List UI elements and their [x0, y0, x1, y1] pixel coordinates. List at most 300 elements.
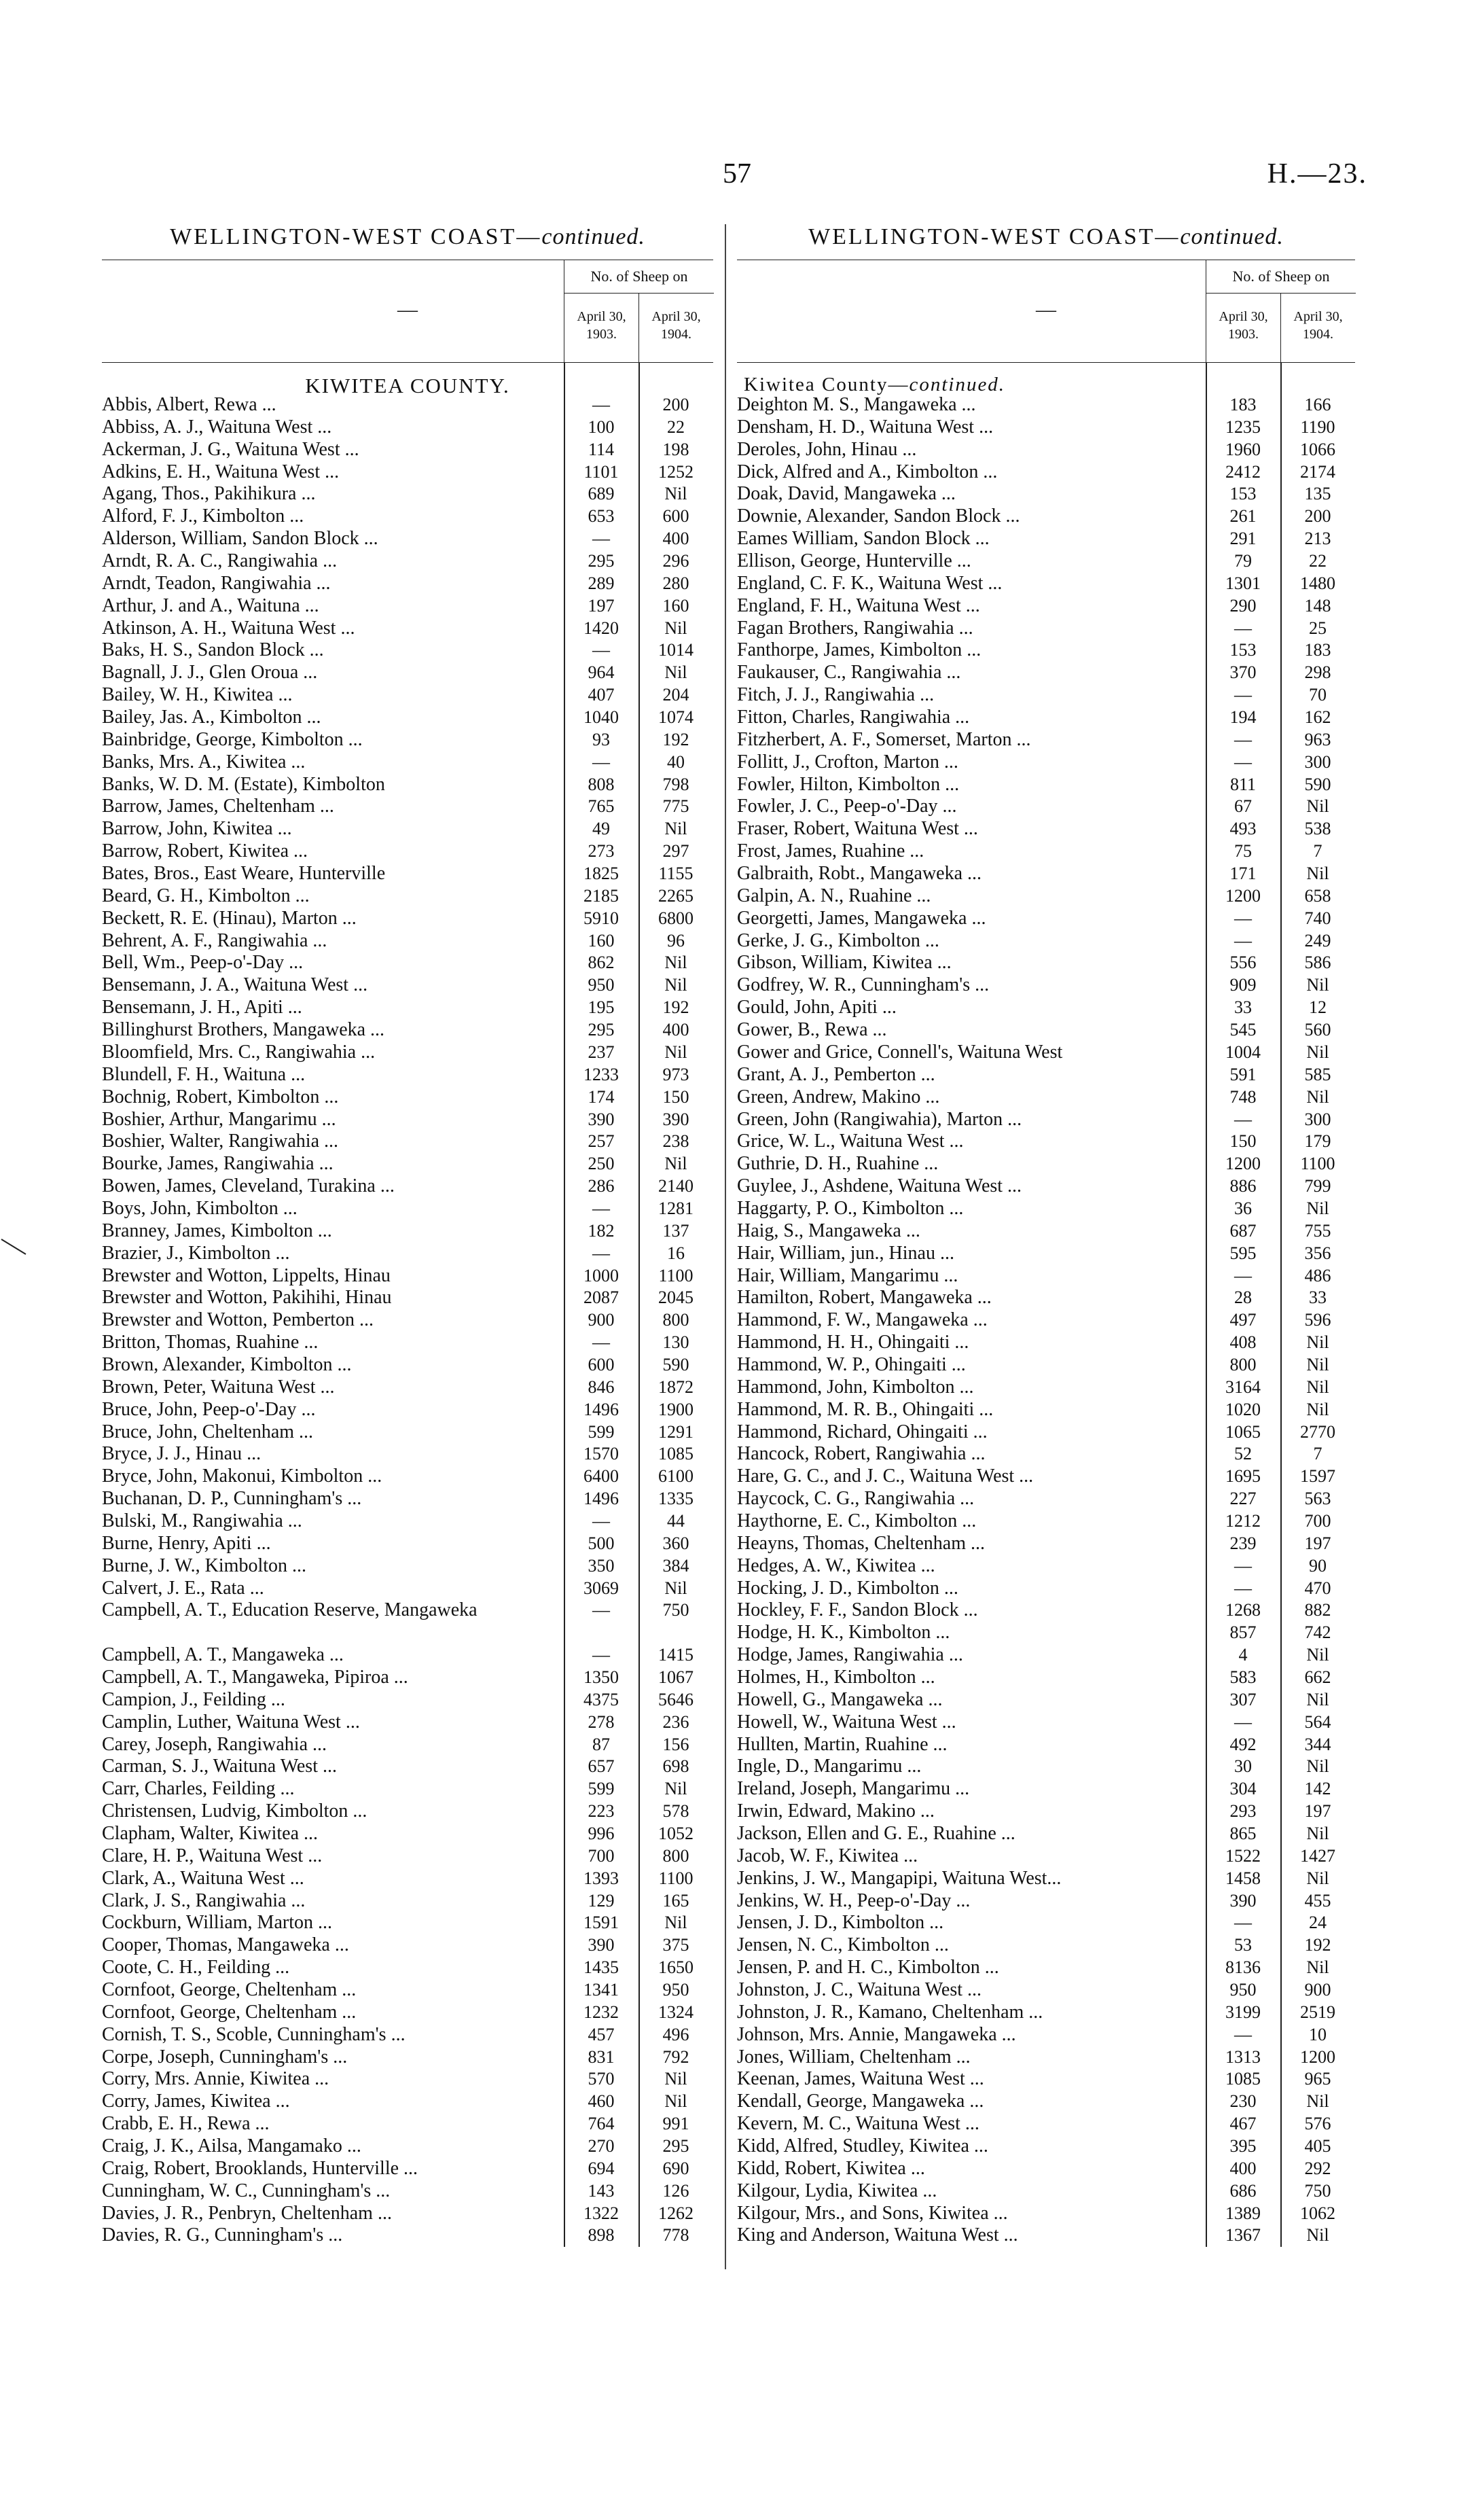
sheep-1903: 174 — [588, 1086, 615, 1107]
sheep-1904: 33 — [1309, 1288, 1327, 1308]
sheep-1904: 12 — [1309, 997, 1327, 1018]
sheep-1904: 192 — [1304, 1935, 1331, 1955]
owner-name: Hammond, John, Kimbolton ... — [737, 1376, 974, 1398]
sheep-1904: 356 — [1304, 1243, 1331, 1263]
table-row — [102, 394, 713, 416]
sheep-1904: 882 — [1304, 1600, 1331, 1620]
owner-name: Craig, Robert, Brooklands, Hunterville ... — [102, 2157, 418, 2179]
table-row — [102, 1265, 713, 1288]
table-row — [102, 1957, 713, 1979]
sheep-1904: 590 — [662, 1354, 689, 1374]
sheep-1904: 662 — [1304, 1667, 1331, 1687]
sheep-1903: 545 — [1229, 1020, 1257, 1040]
sheep-1903: 689 — [588, 484, 615, 504]
sheep-1903: 407 — [588, 685, 615, 705]
sheep-1903: — — [1234, 1109, 1252, 1129]
sheep-1903: 295 — [588, 551, 615, 571]
owner-name: Haycock, C. G., Rangiwahia ... — [737, 1488, 975, 1510]
owner-name: Bainbridge, George, Kimbolton ... — [102, 728, 363, 750]
table-row — [737, 461, 1355, 484]
sheep-1903: 857 — [1229, 1622, 1257, 1643]
sheep-1903: 1570 — [583, 1444, 619, 1464]
table-row — [102, 461, 713, 484]
sheep-1904: 166 — [1304, 395, 1331, 414]
table-row — [102, 595, 713, 618]
sheep-1904: 137 — [662, 1220, 689, 1241]
sheep-1904: Nil — [1306, 1957, 1329, 1978]
sheep-1903: 467 — [1229, 2114, 1257, 2134]
owner-name: Calvert, J. E., Rata ... — [102, 1577, 264, 1599]
sheep-1903: 748 — [1229, 1086, 1257, 1107]
owner-name: Kilgour, Lydia, Kiwitea ... — [737, 2180, 937, 2201]
sheep-1903: 1458 — [1225, 1868, 1261, 1888]
owner-name: Jensen, P. and H. C., Kimbolton ... — [737, 1957, 999, 1978]
sheep-1904: 2519 — [1300, 2002, 1335, 2022]
owner-name: Clapham, Walter, Kiwitea ... — [102, 1822, 319, 1844]
table-row — [737, 1599, 1355, 1622]
sheep-1904: Nil — [664, 1154, 687, 1174]
table-row — [737, 1734, 1355, 1756]
sheep-1904: Nil — [1306, 796, 1329, 817]
owner-name: Guylee, J., Ashdene, Waituna West ... — [737, 1175, 1022, 1197]
table-row — [737, 2203, 1355, 2225]
owner-name: Doak, David, Mangaweka ... — [737, 483, 956, 505]
owner-name: Christensen, Ludvig, Kimbolton ... — [102, 1800, 367, 1822]
sheep-1904: 1900 — [658, 1399, 694, 1419]
sheep-1903: 700 — [588, 1845, 615, 1866]
owner-name: Bruce, John, Peep-o'-Day ... — [102, 1398, 316, 1420]
table-row — [737, 2180, 1355, 2203]
sheep-1903: 171 — [1229, 864, 1257, 884]
owner-name: Faukauser, C., Rangiwahia ... — [737, 662, 961, 684]
table-row — [737, 2068, 1355, 2091]
sheep-1904: 690 — [662, 2158, 689, 2178]
sheep-1903: 290 — [1229, 595, 1257, 616]
sheep-1903: 556 — [1229, 953, 1257, 973]
owner-name: Cornish, T. S., Scoble, Cunningham's ... — [102, 2023, 406, 2045]
sheep-1903: 909 — [1229, 975, 1257, 995]
table-row — [102, 2224, 713, 2247]
sheep-1904: Nil — [1306, 1645, 1329, 1665]
owner-name: Arndt, R. A. C., Rangiwahia ... — [102, 550, 338, 572]
sheep-1904: Nil — [1306, 975, 1329, 995]
table-row — [102, 1109, 713, 1131]
sheep-1903: 831 — [588, 2046, 615, 2067]
sheep-1903: 250 — [588, 1154, 615, 1174]
table-row — [102, 1220, 713, 1243]
owner-name: Camplin, Luther, Waituna West ... — [102, 1711, 360, 1733]
owner-name: Buchanan, D. P., Cunningham's ... — [102, 1488, 362, 1510]
sheep-1904: 965 — [1304, 2069, 1331, 2089]
sheep-1904: 564 — [1304, 1711, 1331, 1732]
table-row — [102, 1399, 713, 1421]
owner-name: Ireland, Joseph, Mangarimu ... — [737, 1778, 970, 1800]
sheep-1904: 183 — [1304, 640, 1331, 660]
table-row — [102, 618, 713, 640]
owner-name: King and Anderson, Waituna West ... — [737, 2224, 1018, 2246]
owner-name: Hammond, Richard, Ohingaiti ... — [737, 1421, 988, 1442]
page-number: 57 — [723, 158, 751, 190]
owner-name: Branney, James, Kimbolton ... — [102, 1220, 332, 1241]
owner-name: Galbraith, Robt., Mangaweka ... — [737, 863, 982, 885]
owner-name: Irwin, Edward, Makino ... — [737, 1800, 935, 1822]
sheep-1904: 2045 — [658, 1288, 694, 1308]
table-row — [102, 1064, 713, 1086]
owner-name: Brown, Alexander, Kimbolton ... — [102, 1353, 352, 1375]
sheep-1904: 1427 — [1300, 1845, 1335, 1866]
sheep-1903: 289 — [588, 573, 615, 593]
table-row — [737, 796, 1355, 818]
sheep-1903: 1268 — [1225, 1600, 1261, 1620]
owner-name: Keenan, James, Waituna West ... — [737, 2068, 984, 2090]
sheep-1903: 900 — [588, 1310, 615, 1330]
sheep-1904: Nil — [664, 2091, 687, 2112]
sheep-1903: 129 — [588, 1890, 615, 1911]
table-row — [102, 684, 713, 707]
sheep-1903: 1020 — [1225, 1399, 1261, 1419]
owner-name: Brown, Peter, Waituna West ... — [102, 1376, 335, 1398]
sheep-1904: 538 — [1304, 819, 1331, 839]
sheep-1904: 1100 — [658, 1265, 694, 1285]
table-row — [102, 1555, 713, 1578]
owner-name: Cornfoot, George, Cheltenham ... — [102, 2001, 357, 2023]
sheep-1903: 93 — [592, 729, 610, 749]
owner-name: Barrow, John, Kiwitea ... — [102, 818, 292, 840]
sheep-1904: 148 — [1304, 595, 1331, 616]
sheep-1904: 590 — [1304, 774, 1331, 794]
table-row — [102, 1443, 713, 1466]
sheep-1903: 270 — [588, 2136, 615, 2156]
sheep-1903: 1341 — [583, 1979, 619, 2000]
owner-name: Howell, G., Mangaweka ... — [737, 1688, 943, 1710]
sheep-1903: 79 — [1234, 551, 1252, 571]
table-row — [102, 774, 713, 796]
owner-name: Deighton M. S., Mangaweka ... — [737, 394, 976, 415]
table-row — [102, 1800, 713, 1823]
sheep-1904: 360 — [662, 1533, 689, 1553]
sheep-1904: Nil — [1306, 864, 1329, 884]
sheep-1904: 297 — [662, 841, 689, 862]
sheep-1903: 239 — [1229, 1533, 1257, 1553]
table-row — [102, 840, 713, 863]
table-row — [102, 1131, 713, 1153]
owner-name: Hammond, F. W., Mangaweka ... — [737, 1309, 988, 1331]
table-row — [102, 952, 713, 974]
sheep-1903: 862 — [588, 953, 615, 973]
sheep-1903: 150 — [1229, 1131, 1257, 1152]
owner-name: Haggarty, P. O., Kimbolton ... — [737, 1197, 964, 1219]
sheep-1904: Nil — [1306, 1042, 1329, 1062]
sheep-1904: 778 — [662, 2225, 689, 2246]
sheep-1903: 591 — [1229, 1064, 1257, 1084]
owner-name: Fagan Brothers, Rangiwahia ... — [737, 617, 973, 639]
owner-name: Grant, A. J., Pemberton ... — [737, 1063, 935, 1085]
sheep-1903: — — [1234, 1913, 1252, 1933]
sheep-1903: 4375 — [583, 1689, 619, 1709]
year-1903-header: April 30, 1903. — [1206, 293, 1280, 362]
sheep-1903: — — [592, 1645, 610, 1665]
table-row — [737, 1243, 1355, 1265]
sheep-1903: — — [592, 751, 610, 772]
owner-name: Johnson, Mrs. Annie, Mangaweka ... — [737, 2023, 1016, 2045]
table-row — [737, 1220, 1355, 1243]
owner-name: Bailey, W. H., Kiwitea ... — [102, 684, 293, 706]
sheep-1903: 28 — [1234, 1288, 1252, 1308]
table-row — [737, 751, 1355, 774]
sheep-1903: — — [592, 1243, 610, 1263]
sheep-1904: 576 — [1304, 2114, 1331, 2134]
sheep-1903: 3199 — [1225, 2002, 1261, 2022]
table-row — [737, 2135, 1355, 2158]
sheep-1903: 950 — [1229, 1980, 1257, 2000]
table-row — [737, 2224, 1355, 2247]
owner-name: Arndt, Teadon, Rangiwahia ... — [102, 572, 331, 594]
sheep-1904: 25 — [1309, 618, 1327, 638]
sheep-1904: 280 — [662, 573, 689, 593]
table-row — [737, 2091, 1355, 2113]
sheep-1904: 7 — [1313, 1444, 1322, 1464]
table-row — [102, 1488, 713, 1510]
sheep-1904: 179 — [1304, 1131, 1331, 1152]
owner-name: Campbell, A. T., Education Reserve, Mangaweka — [102, 1599, 478, 1621]
table-row — [737, 1332, 1355, 1354]
sheep-1903: 293 — [1229, 1801, 1257, 1822]
sheep-1903: 227 — [1229, 1489, 1257, 1509]
right-section-title: WELLINGTON-WEST COAST—continued. — [808, 224, 1284, 249]
sheep-1904: 90 — [1309, 1555, 1327, 1576]
owner-name: Agang, Thos., Pakihikura ... — [102, 483, 316, 505]
owner-name: Cockburn, William, Marton ... — [102, 1912, 332, 1934]
owner-name: Cunningham, W. C., Cunningham's ... — [102, 2180, 391, 2201]
table-row — [102, 1711, 713, 1734]
table-row — [102, 1287, 713, 1309]
table-row — [737, 1042, 1355, 1064]
sheep-1904: Nil — [1306, 2091, 1329, 2112]
name-column-header: — — [397, 298, 418, 321]
sheep-1903: 811 — [1229, 774, 1257, 794]
owner-name: Hullten, Martin, Ruahine ... — [737, 1733, 948, 1755]
sheep-1903: 153 — [1229, 484, 1257, 504]
sheep-1904: 775 — [662, 796, 689, 817]
sheep-1904: Nil — [664, 1913, 687, 1933]
sheep-1904: 1014 — [658, 640, 694, 660]
sheep-1904: Nil — [1306, 2225, 1329, 2246]
sheep-1904: 96 — [667, 930, 685, 951]
sheep-1904: 236 — [662, 1711, 689, 1732]
table-row — [737, 1510, 1355, 1533]
owner-name: Beard, G. H., Kimbolton ... — [102, 885, 310, 906]
table-row — [102, 550, 713, 573]
table-row — [737, 394, 1355, 416]
table-row — [102, 1934, 713, 1957]
sheep-1904: 405 — [1304, 2136, 1331, 2157]
owner-name: Burne, Henry, Apiti ... — [102, 1532, 271, 1554]
table-row — [737, 2046, 1355, 2069]
table-row — [102, 2135, 713, 2158]
owner-name: Abbiss, A. J., Waituna West ... — [102, 416, 332, 438]
table-row — [737, 707, 1355, 729]
sheep-1903: 657 — [588, 1756, 615, 1777]
sheep-1903: 67 — [1234, 796, 1252, 817]
sheep-1903: 182 — [588, 1220, 615, 1241]
owner-name: Bulski, M., Rangiwahia ... — [102, 1510, 302, 1531]
margin-mark — [0, 1237, 27, 1257]
sheep-1903: 1313 — [1225, 2046, 1261, 2067]
table-row — [737, 1957, 1355, 1979]
sheep-1904: 6800 — [658, 908, 694, 928]
sheep-1903: 1496 — [583, 1399, 619, 1419]
owner-name: Brewster and Wotton, Lippelts, Hinau — [102, 1264, 391, 1286]
sheep-1903: 114 — [588, 439, 615, 459]
table-row — [737, 818, 1355, 840]
sheep-1904: Nil — [664, 975, 687, 995]
sheep-1903: 400 — [1229, 2158, 1257, 2178]
owner-name: Gibson, William, Kiwitea ... — [737, 952, 952, 974]
owner-name: Green, John (Rangiwahia), Marton ... — [737, 1108, 1022, 1130]
table-row — [737, 952, 1355, 974]
owner-name: Follitt, J., Crofton, Marton ... — [737, 751, 958, 773]
sheep-1904: 1067 — [658, 1667, 694, 1687]
table-row — [102, 2091, 713, 2113]
sheep-1903: — — [1234, 2024, 1252, 2044]
sheep-1903: 1085 — [1225, 2069, 1261, 2089]
table-row — [737, 1109, 1355, 1131]
table-row — [737, 1912, 1355, 1934]
sheep-1903: 1235 — [1225, 416, 1261, 437]
sheep-1903: 1232 — [583, 2002, 619, 2022]
sheep-1904: 292 — [1304, 2158, 1331, 2178]
table-row — [737, 1086, 1355, 1109]
table-row — [737, 2024, 1355, 2046]
table-row — [102, 2113, 713, 2135]
sheep-1903: 257 — [588, 1131, 615, 1152]
sheep-1903: 304 — [1229, 1779, 1257, 1799]
sheep-1903: 1065 — [1225, 1421, 1261, 1442]
sheep-1904: 198 — [662, 439, 689, 459]
sheep-1903: 237 — [588, 1042, 615, 1062]
table-row — [102, 1354, 713, 1377]
sheep-1904: Nil — [1306, 1198, 1329, 1218]
sheep-1903: 295 — [588, 1020, 615, 1040]
table-row — [102, 1756, 713, 1778]
owner-name: Fanthorpe, James, Kimbolton ... — [737, 639, 982, 661]
table-row — [737, 1934, 1355, 1957]
sheep-1903: 500 — [588, 1533, 615, 1553]
sheep-1903: 583 — [1229, 1667, 1257, 1687]
owner-name: Hair, William, jun., Hinau ... — [737, 1242, 954, 1264]
owner-name: Britton, Thomas, Ruahine ... — [102, 1332, 319, 1353]
table-row — [102, 1175, 713, 1198]
table-row — [102, 416, 713, 439]
sheep-1903: 36 — [1234, 1198, 1252, 1218]
table-row — [737, 1287, 1355, 1309]
sheep-1904: 1200 — [1300, 2046, 1335, 2067]
table-row — [102, 528, 713, 550]
sheep-1903: 153 — [1229, 640, 1257, 660]
sheep-1903: 653 — [588, 506, 615, 527]
sheep-1903: 307 — [1229, 1689, 1257, 1709]
owner-name: Haythorne, E. C., Kimbolton ... — [737, 1510, 977, 1531]
sheep-1904: Nil — [664, 484, 687, 504]
sheep-1904: 798 — [662, 774, 689, 794]
sheep-1904: 1062 — [1300, 2203, 1335, 2223]
sheep-1903: 261 — [1229, 506, 1257, 527]
sheep-1904: 799 — [1304, 1176, 1331, 1196]
sheep-1904: 142 — [1304, 1779, 1331, 1799]
sheep-1904: 130 — [662, 1332, 689, 1353]
table-row — [102, 1332, 713, 1354]
owner-name: Bagnall, J. J., Glen Oroua ... — [102, 662, 318, 684]
sheep-1903: — — [1234, 685, 1252, 705]
owner-name: Alderson, William, Sandon Block ... — [102, 528, 378, 550]
sheep-1904: 249 — [1304, 930, 1331, 951]
sheep-1903: 595 — [1229, 1243, 1257, 1263]
owner-name: Green, Andrew, Makino ... — [737, 1086, 940, 1107]
sheep-1903: 195 — [588, 997, 615, 1018]
table-row — [737, 1399, 1355, 1421]
table-row — [737, 863, 1355, 885]
table-row — [737, 729, 1355, 751]
owner-name: Brazier, J., Kimbolton ... — [102, 1242, 290, 1264]
table-row — [102, 1778, 713, 1800]
owner-name: Howell, W., Waituna West ... — [737, 1711, 956, 1733]
table-row — [102, 1823, 713, 1845]
sheep-1903: 1101 — [583, 461, 619, 482]
table-row — [737, 774, 1355, 796]
owner-name: England, C. F. K., Waituna West ... — [737, 572, 1003, 594]
left-section-title: WELLINGTON-WEST COAST—continued. — [170, 224, 645, 249]
table-row — [737, 684, 1355, 707]
sheep-1904: Nil — [1306, 1399, 1329, 1419]
sheep-1903: 1496 — [583, 1489, 619, 1509]
sheep-1904: 1262 — [658, 2203, 694, 2223]
sheep-1904: 160 — [662, 595, 689, 616]
table-row — [102, 1845, 713, 1868]
sheep-1904: 900 — [1304, 1980, 1331, 2000]
sheep-1903: 1000 — [583, 1265, 619, 1285]
table-row — [102, 505, 713, 528]
column-rule — [1206, 363, 1207, 2247]
sheep-1904: 973 — [662, 1064, 689, 1084]
owner-name: Corry, Mrs. Annie, Kiwitea ... — [102, 2068, 329, 2090]
sheep-1903: 30 — [1234, 1756, 1252, 1777]
owner-name: Galpin, A. N., Ruahine ... — [737, 885, 931, 906]
sheep-1903: 600 — [588, 1354, 615, 1374]
sheep-1903: 800 — [1229, 1354, 1257, 1374]
sheep-1903: 49 — [592, 819, 610, 839]
sheep-1904: 6100 — [658, 1466, 694, 1487]
sheep-header: No. of Sheep on — [564, 260, 714, 294]
table-row — [102, 930, 713, 953]
owner-name: Cooper, Thomas, Mangaweka ... — [102, 1934, 349, 1956]
sheep-1904: Nil — [664, 1779, 687, 1799]
table-row — [102, 908, 713, 930]
sheep-1904: 596 — [1304, 1310, 1331, 1330]
owner-name: Hedges, A. W., Kiwitea ... — [737, 1555, 935, 1576]
owner-name: Boshier, Walter, Rangiwahia ... — [102, 1131, 339, 1152]
sheep-1904: 1872 — [658, 1377, 694, 1397]
right-table-header — [737, 260, 1355, 363]
sheep-1904: Nil — [664, 1578, 687, 1598]
table-row — [737, 662, 1355, 684]
sheep-1903: 599 — [588, 1779, 615, 1799]
owner-name: Fowler, J. C., Peep-o'-Day ... — [737, 796, 957, 817]
sheep-1904: 296 — [662, 551, 689, 571]
sheep-1904: 1335 — [658, 1489, 694, 1509]
document-reference: H.—23. — [1267, 158, 1367, 190]
sheep-1903: 1200 — [1225, 1154, 1261, 1174]
sheep-1904: 40 — [667, 751, 685, 772]
